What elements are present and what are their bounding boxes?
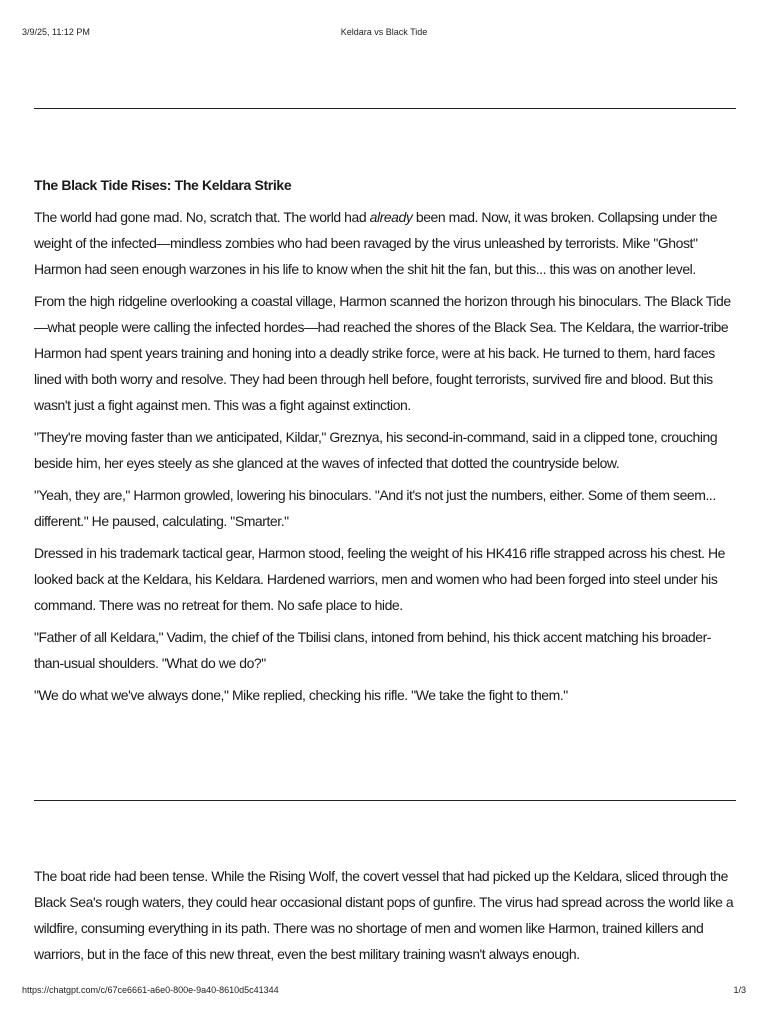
print-url: https://chatgpt.com/c/67ce6661-a6e0-800e-9a40-8610d5c41344 (22, 985, 279, 995)
story-paragraph-2: From the high ridgeline overlooking a coastal village, Harmon scanned the horizon through his binoculars. The Black Tide—what people were calling the infected hordes—had reached the shores of the Black Sea. The Keldara, the warrior-tribe Harmon had spent years training and honing into a deadly strike force, were at his back. He turned to them, hard faces lined with both worry and resolve. They had been through hell before, fought terrorists, survived fire and blood. But this wasn't just a fight against men. This was a fight against extinction. (34, 293, 731, 413)
story-paragraph-8: The boat ride had been tense. While the Rising Wolf, the covert vessel that had picked up the Keldara, sliced through the Black Sea's rough waters, they could hear occasional distant pops of gunfire. The virus had spread across the world like a wildfire, consuming everything in its path. There was no shortage of men and women like Harmon, trained killers and warriors, but in the face of this new threat, even the best military training wasn't always enough. (34, 868, 734, 962)
section-divider (34, 800, 736, 801)
story-paragraph-3: "They're moving faster than we anticipated, Kildar," Greznya, his second-in-command, said in a clipped tone, crouching beside him, her eyes steely as she glanced at the waves of infected that dotted the countryside below. (34, 429, 718, 471)
message-section-one (34, 172, 736, 714)
message-section-two (34, 863, 736, 973)
story-heading: The Black Tide Rises: The Keldara Strike (34, 177, 292, 193)
print-footer (22, 985, 746, 999)
paragraph-1-part-a: The world had gone mad. No, scratch that. The world had (34, 209, 370, 225)
story-paragraph-6: "Father of all Keldara," Vadim, the chief of the Tbilisi clans, intoned from behind, his thick accent matching his broader-than-usual shoulders. "What do we do?" (34, 629, 711, 671)
print-page-number: 1/3 (733, 985, 746, 995)
print-page-title: Keldara vs Black Tide (340, 27, 428, 37)
paragraph-1-part-b: been mad. Now, it was broken. Collapsing under the weight of the infected—mindless zombies who had been ravaged by the virus unleashed by terrorists. Mike "Ghost" Harmon had seen enough warzones in his life to know when the shit hit the fan, but this... this was on another level. (34, 209, 718, 277)
print-header (22, 27, 746, 41)
story-paragraph-1 (34, 204, 736, 282)
story-paragraph-7: "We do what we've always done," Mike replied, checking his rifle. "We take the fight to them." (34, 687, 568, 703)
story-paragraph-4: "Yeah, they are," Harmon growled, lowering his binoculars. "And it's not just the numbers, either. Some of them seem... different." He paused, calculating. "Smarter." (34, 487, 716, 529)
top-divider (34, 108, 736, 109)
emphasis-already: already (369, 209, 413, 225)
story-paragraph-5: Dressed in his trademark tactical gear, Harmon stood, feeling the weight of his HK416 rifle strapped across his chest. He looked back at the Keldara, his Keldara. Hardened warriors, men and women who had been forged into steel under his command. There was no retreat for them. No safe place to hide. (34, 545, 726, 613)
print-datetime: 3/9/25, 11:12 PM (22, 27, 90, 37)
